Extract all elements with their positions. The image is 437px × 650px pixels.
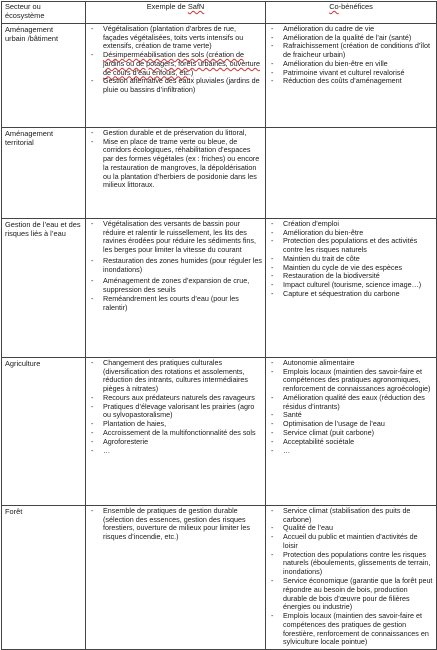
list-item: - Service climat (puit carbone) — [269, 429, 433, 438]
sector-label: urbain /bâtiment — [5, 33, 58, 43]
list-item: - Gestion alternative des eaux pluviales (jardins de pluie ou bassins d’infiltration) — [89, 77, 262, 95]
list-item: - Emplois locaux (maintien des savoir-faire et compétences des pratiques agronomiques, renforcement de connaissances agroécologie) — [269, 368, 433, 394]
list-item: - Patrimoine vivant et culturel revalorisé — [269, 69, 433, 78]
list-item — [89, 51, 262, 77]
list-item: - Réduction des coûts d’aménagement — [269, 77, 433, 86]
examples-cell — [86, 357, 266, 505]
sector-cell — [2, 218, 86, 357]
table-row — [2, 357, 437, 505]
table-row — [2, 127, 437, 218]
sector-cell — [2, 23, 86, 127]
header-cobenefits-prefix: Co — [329, 2, 339, 11]
list-item: - Maintien du cycle de vie des espèces — [269, 264, 433, 273]
list-item: - Service économique (garantie que la forêt peut répondre au besoin de bois, production durable de bois d’œuvre pour de filières énergies ou industrie) — [269, 577, 433, 612]
list-item: - Gestion durable et de préservation du littoral, — [89, 129, 262, 138]
list-item: - Autonomie alimentaire — [269, 359, 433, 368]
list-item: - Maintien du trait de côte — [269, 255, 433, 264]
header-examples — [86, 2, 266, 24]
examples-cell — [86, 505, 266, 650]
sector-cell — [2, 127, 86, 218]
list-item: - Protection des populations contre les risques naturels (éboulements, glissements de terrain, inondations) — [269, 551, 433, 577]
list-item: - Capture et séquestration du carbone — [269, 290, 433, 299]
list-item: - Mise en place de trame verte ou bleue, de corridors écologiques, réhabilitation d’espaces par des formes végétales (ex : friches) ou encore la restauration de mangroves, la dépoldérisation ou la plantation d’herbiers de posidonie dans les milieux littoraux. — [89, 138, 262, 191]
list-item: - Restauration de la biodiversité — [269, 272, 433, 281]
list-item: - Restauration des zones humides (pour réguler les inondations) — [89, 257, 262, 275]
sector-label: Aménagement — [5, 128, 54, 138]
list-item: - … — [269, 447, 433, 456]
examples-cell — [86, 23, 266, 127]
list-item: - Pratiques d’élevage valorisant les prairies (agro ou sylvopastoralisme) — [89, 403, 262, 421]
sector-cell — [2, 505, 86, 650]
table-row — [2, 218, 437, 357]
header-cobenefits — [266, 2, 437, 24]
list-item: - Accroissement de la multifonctionnalité des sols — [89, 429, 262, 438]
list-item: - Ensemble de pratiques de gestion durable (sélection des essences, gestion des risques forestiers, ouverture de milieux pour limiter les risques d’incendie, etc.) — [89, 507, 262, 542]
sector-label: Aménagement — [5, 24, 54, 34]
list-item: - Amélioration du bien-être en ville — [269, 60, 433, 69]
list-item: - Végétalisation (plantation d’arbres de rue, façades végétalisées, toits verts intensifs ou extensifs, création de trame verte) — [89, 25, 262, 51]
list-item: - Changement des pratiques culturales (diversification des rotations et assolements, réduction des intrants, cultures intermédiaires pièges à nitrates) — [89, 359, 262, 394]
list-item: - Agroforesterie — [89, 438, 262, 447]
safn-table — [1, 1, 437, 650]
list-item: - Aménagement de zones d’expansion de crue, suppression des seuils — [89, 277, 262, 295]
header-sector-line-1: Secteur ou — [5, 2, 41, 11]
list-item: - Acceptabilité sociétale — [269, 438, 433, 447]
header-examples-prefix: Exemple de — [146, 2, 188, 11]
list-item-text: Désimperméabilisation des sols (création de jardins ou de potagers, forêts urbaines, ouverture de cours d’eau enfouis, etc.) — [103, 50, 261, 77]
list-item: - Amélioration qualité des eaux (réduction des résidus d’intrants) — [269, 394, 433, 412]
sector-cell — [2, 357, 86, 505]
table-row — [2, 505, 437, 650]
examples-cell — [86, 218, 266, 357]
benefits-cell — [266, 23, 437, 127]
list-item: - Rafraichissement (création de conditions d’îlot de fraicheur urbain) — [269, 42, 433, 60]
header-sector-line-2: écosystème — [5, 10, 45, 20]
list-item: - Création d’emploi — [269, 220, 433, 229]
list-item: - Impact culturel (tourisme, science image…) — [269, 281, 433, 290]
list-item: - Protection des populations et des activités contre les risques naturels — [269, 237, 433, 255]
list-item: - Emplois locaux (maintien des savoir-faire et compétences des pratiques de gestion forestière, renforcement de connaissances en sylviculture locale pointue) — [269, 612, 433, 647]
list-item: - Qualité de l’eau — [269, 524, 433, 533]
list-item: - Amélioration du cadre de vie — [269, 25, 433, 34]
table-row — [2, 23, 437, 127]
header-row — [2, 2, 437, 24]
list-item: - Reméandrement les courts d’eau (pour les ralentir) — [89, 295, 262, 313]
list-item: - Santé — [269, 411, 433, 420]
list-item: - … — [89, 447, 262, 456]
benefits-cell — [266, 505, 437, 650]
sector-label: Agriculture — [5, 358, 41, 368]
list-item: - Service climat (stabilisation des puits de carbone) — [269, 507, 433, 525]
list-item: - Amélioration de la qualité de l’air (santé) — [269, 34, 433, 43]
list-item: - Recours aux prédateurs naturels des ravageurs — [89, 394, 262, 403]
sector-label: Gestion de l’eau et des risques liés à l’eau — [5, 219, 81, 238]
sector-label: Forêt — [5, 506, 23, 516]
list-item: - Amélioration du bien-être — [269, 229, 433, 238]
sector-label: territorial — [5, 137, 34, 147]
benefits-cell — [266, 218, 437, 357]
list-item: - Plantation de haies, — [89, 420, 262, 429]
list-item: - Optimisation de l’usage de l’eau — [269, 420, 433, 429]
header-examples-term: SafN — [187, 2, 205, 11]
examples-cell — [86, 127, 266, 218]
benefits-cell — [266, 357, 437, 505]
list-item: - Végétalisation des versants de bassin pour réduire et ralentir le ruissellement, les lits des ravines érodées pour réduire les sédiments fins, les berges pour limiter la vitesse du courant — [89, 220, 262, 255]
header-cobenefits-rest: -bénéfices — [338, 2, 373, 11]
list-item: - Accueil du public et maintien d’activités de loisir — [269, 533, 433, 551]
header-sector — [2, 2, 86, 24]
benefits-cell — [266, 127, 437, 218]
